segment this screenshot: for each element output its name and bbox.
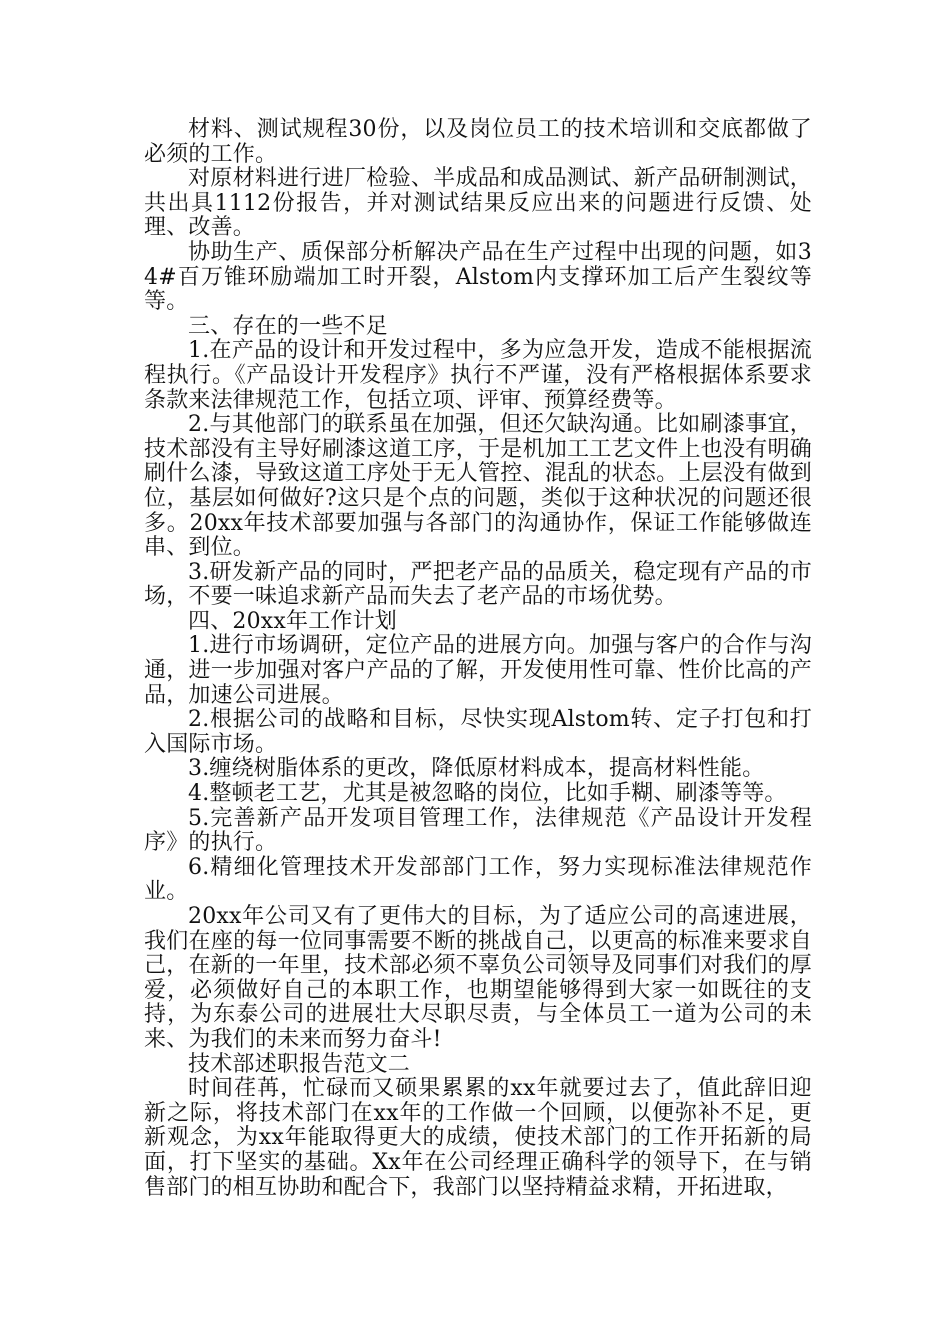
plan-item-6: 6.精细化管理技术开发部部门工作，努力实现标准法律规范作业。	[144, 854, 812, 905]
paragraph-production-assist: 协助生产、质保部分析解决产品在生产过程中出现的问题，如34#百万锥环励端加工时开裂，Alstom内支撑环加工后产生裂纹等等。	[144, 239, 812, 315]
section-heading-work-plan: 四、20xx年工作计划	[188, 608, 398, 634]
paragraph-conclusion: 20xx年公司又有了更伟大的目标，为了适应公司的高速进展，我们在座的每一位同事需要不断的挑战自己，以更高的标准来要求自己，在新的一年里，技术部必须不辜负公司领导及同事们对我们的厚爱，必须做好自己的本职工作，也期望能够得到大家一如既往的支持，为东泰公司的进展壮大尽职尽责，与全体员工一道为公司的未来、为我们的未来而努力奋斗!	[144, 904, 812, 1052]
shortcoming-item-2: 2.与其他部门的联系虽在加强，但还欠缺沟通。比如刷漆事宜，技术部没有主导好刷漆这道工序，于是机加工工艺文件上也没有明确刷什么漆，导致这道工序处于无人管控、混乱的状态。上层没有做到位，基层如何做好?这只是个点的问题，类似于这种状况的问题还很多。20xx年技术部要加强与各部门的沟通协作，保证工作能够做连串、到位。	[144, 412, 812, 561]
paragraph-sample-two-intro: 时间荏苒，忙碌而又硕果累累的xx年就要过去了，值此辞旧迎新之际，将技术部门在xx年的工作做一个回顾，以便弥补不足，更新观念，为xx年能取得更大的成绩，使技术部门的工作开拓新的局面，打下坚实的基础。Xx年在公司经理正确科学的领导下，在与销售部门的相互协助和配合下，我部门以坚持精益求精，开拓进取，	[144, 1076, 812, 1200]
section-heading-sample-two: 技术部述职报告范文二	[188, 1051, 411, 1077]
plan-item-3: 3.缠绕树脂体系的更改，降低原材料成本，提高材料性能。	[188, 756, 765, 782]
paragraph-continuation: 材料、测试规程30份，以及岗位员工的技术培训和交底都做了必须的工作。	[144, 117, 812, 167]
plan-item-5: 5.完善新产品开发项目管理工作，法律规范《产品设计开发程序》的执行。	[144, 805, 812, 856]
section-heading-shortcomings: 三、存在的一些不足	[188, 313, 388, 339]
plan-item-1: 1.进行市场调研，定位产品的进展方向。加强与客户的合作与沟通，进一步加强对客户产品的了解，开发使用性可靠、性价比高的产品，加速公司进展。	[144, 633, 812, 708]
document-page	[144, 118, 812, 1200]
shortcoming-item-1: 1.在产品的设计和开发过程中，多为应急开发，造成不能根据流程执行。《产品设计开发程序》执行不严谨，没有严格根据体系要求条款来法律规范工作，包括立项、评审、预算经费等。	[144, 338, 812, 413]
shortcoming-item-3: 3.研发新产品的同时，严把老产品的品质关，稳定现有产品的市场，不要一味追求新产品而失去了老产品的市场优势。	[144, 559, 812, 610]
plan-item-2: 2.根据公司的战略和目标，尽快实现Alstom转、定子打包和打入国际市场。	[144, 707, 812, 757]
paragraph-testing-reports: 对原材料进行进厂检验、半成品和成品测试、新产品研制测试，共出具1112份报告，并对测试结果反应出来的问题进行反馈、处理、改善。	[144, 166, 812, 241]
plan-item-4: 4.整顿老工艺，尤其是被忽略的岗位，比如手糊、刷漆等等。	[188, 781, 787, 807]
